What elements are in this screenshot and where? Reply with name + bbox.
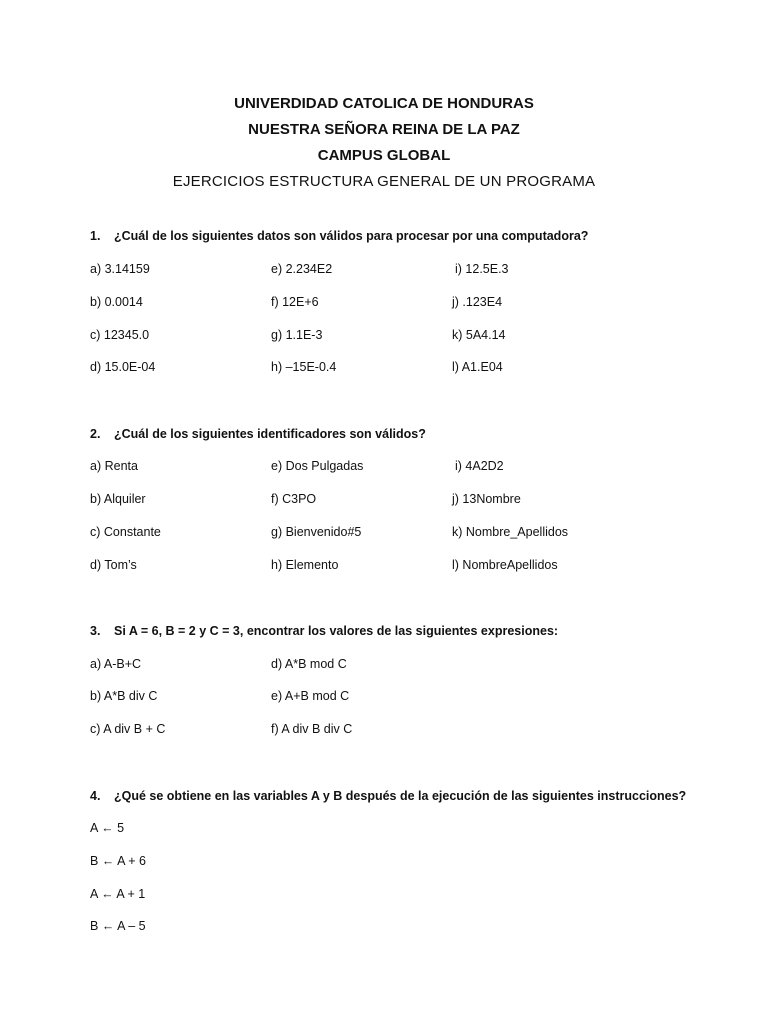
question-4 <box>90 789 686 803</box>
option: a) Renta <box>90 459 138 473</box>
option: g) 1.1E-3 <box>271 328 323 342</box>
question-number: 4. <box>90 789 101 803</box>
instruction-line: A ← A + 1 <box>90 887 146 901</box>
option: b) A*B div C <box>90 689 158 703</box>
option: c) 12345.0 <box>90 328 150 342</box>
option: e) Dos Pulgadas <box>271 459 364 473</box>
question-3 <box>90 624 558 638</box>
question-1 <box>90 229 588 243</box>
university-name: UNIVERDIDAD CATOLICA DE HONDURAS <box>234 95 534 112</box>
option: d) A*B mod C <box>271 657 347 671</box>
option: l) A1.E04 <box>452 360 503 374</box>
option: k) 5A4.14 <box>452 328 506 342</box>
exercise-title: EJERCICIOS ESTRUCTURA GENERAL DE UN PROGRAMA <box>172 173 596 190</box>
option: l) NombreApellidos <box>452 558 558 572</box>
option: h) –15E-0.4 <box>271 360 337 374</box>
option: d) Tom’s <box>90 558 137 572</box>
option: f) 12E+6 <box>271 295 319 309</box>
option: b) Alquiler <box>90 492 146 506</box>
option: i) 4A2D2 <box>455 459 504 473</box>
question-text: ¿Cuál de los siguientes identificadores son válidos? <box>114 427 426 441</box>
option: a) A-B+C <box>90 657 142 671</box>
institution-name: NUESTRA SEÑORA REINA DE LA PAZ <box>248 121 520 138</box>
instruction-line: B ← A + 6 <box>90 854 146 868</box>
campus-name: CAMPUS GLOBAL <box>317 147 451 164</box>
option: g) Bienvenido#5 <box>271 525 362 539</box>
document-header <box>0 91 768 195</box>
instruction-line: B ← A – 5 <box>90 919 146 933</box>
question-text: ¿Cuál de los siguientes datos son válidos para procesar por una computadora? <box>114 229 589 243</box>
option: c) Constante <box>90 525 161 539</box>
option: h) Elemento <box>271 558 339 572</box>
option: k) Nombre_Apellidos <box>452 525 569 539</box>
instruction-line: A ← 5 <box>90 821 125 835</box>
option: e) 2.234E2 <box>271 262 333 276</box>
question-number: 1. <box>90 229 101 243</box>
question-number: 2. <box>90 427 101 441</box>
question-text: ¿Qué se obtiene en las variables A y B después de la ejecución de las siguientes instrucciones? <box>114 789 687 803</box>
option: a) 3.14159 <box>90 262 150 276</box>
option: i) 12.5E.3 <box>455 262 509 276</box>
option: f) A div B div C <box>271 722 353 736</box>
option: j) 13Nombre <box>452 492 521 506</box>
option: e) A+B mod C <box>271 689 350 703</box>
question-number: 3. <box>90 624 101 638</box>
option: c) A div B + C <box>90 722 166 736</box>
option: f) C3PO <box>271 492 317 506</box>
option: b) 0.0014 <box>90 295 143 309</box>
option: j) .123E4 <box>452 295 503 309</box>
question-text: Si A = 6, B = 2 y C = 3, encontrar los valores de las siguientes expresiones: <box>114 624 559 638</box>
option: d) 15.0E-04 <box>90 360 156 374</box>
question-2 <box>90 427 426 441</box>
